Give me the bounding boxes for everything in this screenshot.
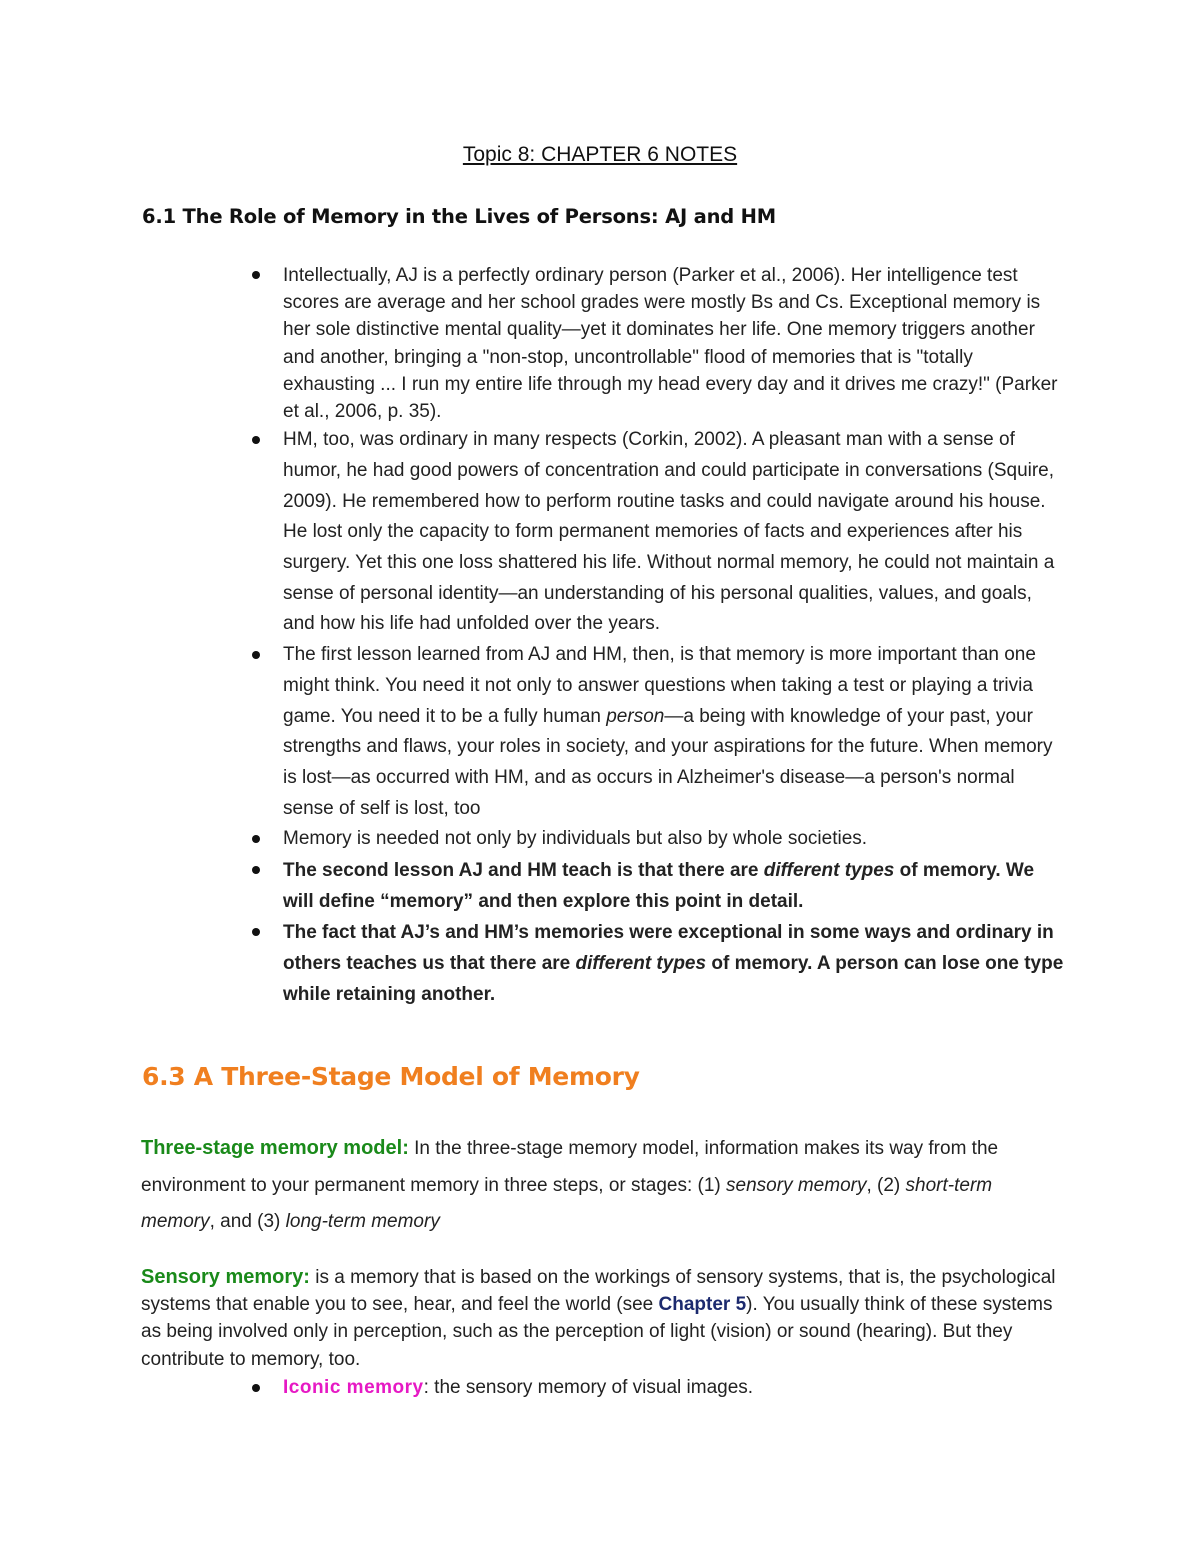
section-heading-6-3: 6.3 A Three-Stage Model of Memory [142, 1062, 640, 1091]
sensory-memory-bullet-list [248, 1374, 1068, 1402]
bullet-text-part: The fact that AJ’s and HM’s memories were exceptional in some ways and ordinary in others teaches us that there are [283, 922, 1054, 975]
bullet-text-part: The second lesson AJ and HM teach is that there are [283, 860, 764, 882]
term-emphasis: long-term memory [285, 1211, 440, 1232]
bullet-icon [252, 928, 260, 936]
sensory-memory-paragraph [141, 1264, 1071, 1373]
list-item [248, 824, 1068, 855]
bullet-text: : the sensory memory of visual images. [423, 1377, 754, 1398]
bullet-icon [252, 1384, 260, 1392]
bullet-text-part: —a being with knowledge of your past, your strengths and flaws, your roles in society, and your aspirations for the future. When memory is lost—as occurred with HM, and as occurs in Alzheimer's disease—a person's normal sense of self is lost, too [283, 705, 1053, 819]
bullet-icon [252, 835, 260, 843]
page-title: Topic 8: CHAPTER 6 NOTES [462, 143, 738, 166]
bullet-text: HM, too, was ordinary in many respects (Corkin, 2002). A pleasant man with a sense of humor, he had good powers of concentration and could participate in conversations (Squire, 2009). He remembered how to perform routine tasks and could navigate around his house. He lost only the capacity to form permanent memories of facts and experiences after his surgery. Yet this one loss shattered his life. Without normal memory, he could not maintain a sense of personal identity—an understanding of his personal qualities, values, and goals, and how his life had unfolded over the years. [283, 429, 1055, 635]
bullet-icon [252, 651, 260, 659]
list-item [248, 917, 1068, 1010]
list-item [248, 640, 1068, 824]
chapter-reference: Chapter 5 [658, 1294, 747, 1316]
three-stage-model-paragraph [141, 1130, 1071, 1241]
bullet-text: Intellectually, AJ is a perfectly ordinary person (Parker et al., 2006). Her intelligence test scores are average and her school grades were mostly Bs and Cs. Exceptional memory is her sole distinctive mental quality—yet it dominates her life. One memory triggers another and another, bringing a "non-stop, uncontrollable" flood of memories that is "totally exhausting ... I run my entire life through my head every day and it drives me crazy!" (Parker et al., 2006, p. 35). [283, 265, 1058, 423]
bullet-emphasis: different types [763, 860, 895, 882]
definition-term: Three-stage memory model: [141, 1137, 409, 1159]
paragraph-text: , (2) [866, 1174, 906, 1196]
bullet-emphasis: person [606, 705, 665, 727]
list-item [248, 855, 1068, 917]
bullet-text-part: The first lesson learned from AJ and HM, then, is that memory is more important than one might think. You need it not only to answer questions when taking a test or playing a trivia game. You need it to be a fully human [283, 644, 1036, 727]
bullet-text-part: of memory. A person can lose one type while retaining another. [283, 953, 1064, 1006]
bullet-text: Memory is needed not only by individuals but also by whole societies. [283, 828, 868, 850]
list-item [248, 1374, 1068, 1402]
definition-term: Sensory memory: [141, 1266, 310, 1288]
list-item [248, 425, 1068, 640]
paragraph-text: , and (3) [209, 1211, 286, 1232]
section-heading-6-1: 6.1 The Role of Memory in the Lives of Persons: AJ and HM [142, 205, 776, 228]
paragraph-text: In the three-stage memory model, information makes its way from the environment to your permanent memory in three steps, or stages: (1) [141, 1138, 999, 1196]
bullet-icon [252, 436, 260, 444]
term-emphasis: sensory memory [726, 1174, 867, 1196]
bullet-icon [252, 866, 260, 874]
section-6-1-bullet-list [248, 262, 1068, 1010]
bullet-icon [252, 271, 260, 279]
paragraph-text: ). You usually think of these systems as being involved only in perception, such as the perception of light (vision) or sound (hearing). But they contribute to memory, too. [141, 1294, 1053, 1370]
paragraph-text: is a memory that is based on the workings of sensory systems, that is, the psychological systems that enable you to see, hear, and feel the world (see [141, 1267, 1056, 1316]
list-item [248, 262, 1068, 425]
term-emphasis: short-term memory [141, 1174, 993, 1232]
bullet-text-part: of memory. We will define “memory” and then explore this point in detail. [283, 860, 1035, 913]
bullet-emphasis: different types [575, 953, 707, 975]
definition-term: Iconic memory [283, 1377, 424, 1398]
